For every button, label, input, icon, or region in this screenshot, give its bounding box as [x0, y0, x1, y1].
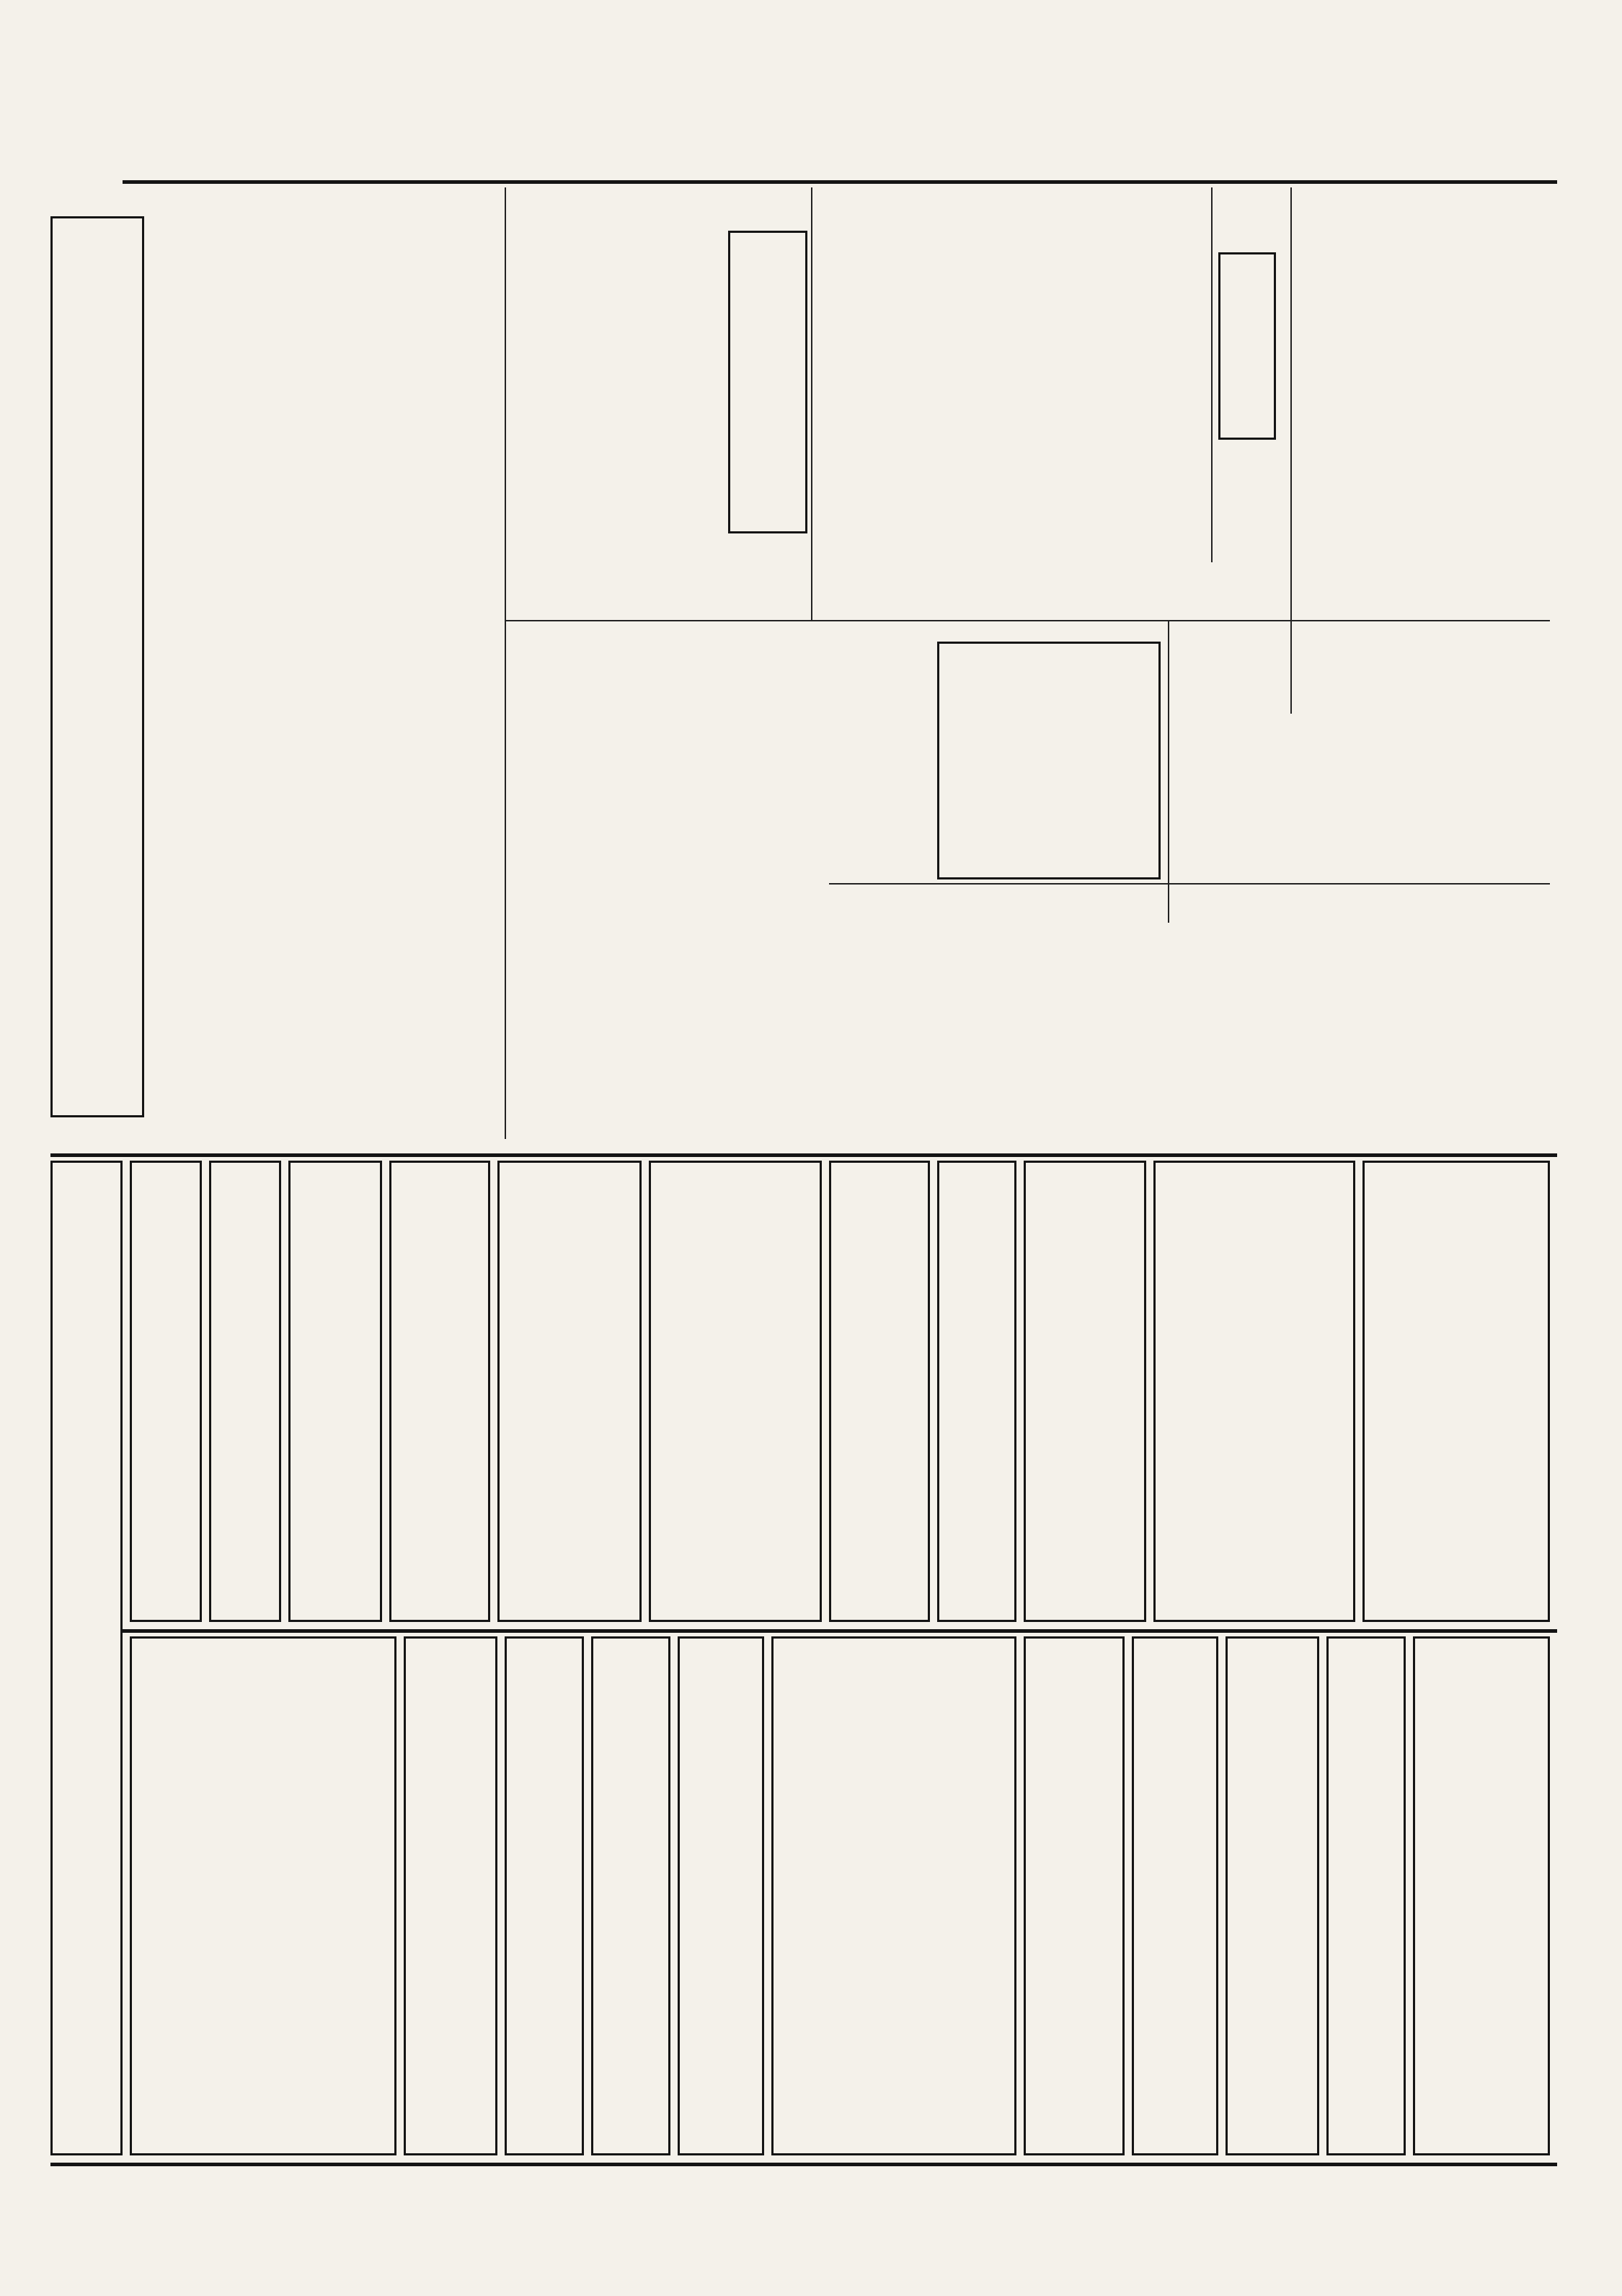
bookstore-box — [505, 1636, 584, 2155]
supplement-number — [1308, 393, 1337, 537]
ferry-name — [1487, 1653, 1545, 1840]
pills-box — [209, 1161, 281, 1622]
steamer-box — [1362, 1161, 1550, 1622]
shipping-sub — [1264, 1192, 1293, 1350]
clinic-doctor-box — [130, 1636, 396, 2155]
opera-name — [1076, 1682, 1124, 1898]
tea-name-2 — [1076, 1927, 1120, 2143]
clinic-specialty — [276, 1711, 319, 2086]
ferry-ad — [1372, 1177, 1415, 1610]
medicine2-name — [701, 1682, 752, 1970]
bookstore-name — [521, 1667, 579, 2100]
soap-name — [149, 1177, 200, 1538]
hero-body-2 — [519, 634, 923, 872]
ferry-box — [1413, 1636, 1550, 2155]
changsha-box — [1226, 1636, 1319, 2155]
war-life-body-2 — [1182, 923, 1535, 1132]
ferry-sub — [1430, 1725, 1480, 1884]
opera-box — [1024, 1636, 1125, 2155]
steamer-heading — [1480, 1170, 1545, 1357]
cigarette-box — [497, 1161, 642, 1622]
character-essay-title-box — [728, 231, 807, 533]
essay-eight-body — [815, 195, 1182, 497]
guilin-box — [1132, 1636, 1218, 2155]
printing-name — [337, 1177, 380, 1610]
dyeing-name — [295, 1177, 335, 1393]
cigarette-name — [514, 1177, 637, 1610]
medicine3-box — [591, 1636, 670, 2155]
header-rule — [123, 180, 1557, 184]
hospital-box — [937, 1161, 1016, 1622]
printing-box — [288, 1161, 382, 1622]
knitting-box — [829, 1161, 930, 1622]
finance-notice — [74, 283, 125, 1112]
steamer-line — [1422, 1228, 1480, 1516]
divider-2 — [811, 187, 812, 620]
war-life-body — [1377, 562, 1535, 901]
shipping-label — [1033, 1408, 1069, 1610]
essay-eight-title-box — [1218, 252, 1276, 440]
medicine-box — [678, 1636, 764, 2155]
divider-3 — [505, 187, 506, 1139]
fertilizer-box — [50, 1161, 123, 2155]
hero-body — [519, 887, 822, 1132]
poem-body — [947, 658, 1083, 867]
changsha-name-2 — [1232, 1826, 1275, 2143]
textile-box — [649, 1161, 822, 1622]
route-box — [1024, 1161, 1146, 1622]
tianjin-box — [1326, 1636, 1406, 2155]
hospital-sub — [939, 1177, 968, 1610]
theater-box — [771, 1636, 1016, 2155]
clinic-notes — [139, 1646, 269, 2150]
divider-1 — [1211, 187, 1213, 562]
new-woman-body-3 — [151, 620, 505, 836]
shipping-box — [1153, 1161, 1355, 1622]
shipping-route — [1069, 1177, 1141, 1393]
tea-name — [1137, 1653, 1177, 1869]
new-woman-body-2 — [151, 375, 425, 606]
new-woman-body-4 — [151, 865, 505, 1096]
guanghua-name — [442, 1177, 488, 1393]
clinic-doctor — [334, 1682, 384, 2057]
ad-band-top-rule — [50, 1153, 1557, 1157]
supplement-title — [1355, 216, 1528, 533]
war-life-body-3 — [908, 923, 1175, 1132]
soap-box — [130, 1161, 202, 1622]
steamer-line-label — [1487, 1869, 1538, 2143]
guilin-name — [1177, 1653, 1218, 1912]
hospital-name — [968, 1177, 1011, 1379]
clinic-box — [404, 1636, 497, 2155]
tianjin-name-2 — [1331, 1855, 1368, 2143]
poem-box — [937, 642, 1161, 879]
textile-name — [737, 1206, 788, 1494]
changsha-name — [1275, 1653, 1319, 1869]
character-essay-body — [505, 195, 721, 598]
dye-factory-name — [396, 1336, 439, 1610]
medicine3-name — [608, 1667, 665, 2100]
divider-4 — [1168, 620, 1169, 923]
fertilizer-name — [68, 1177, 119, 1682]
masthead-divider — [1290, 187, 1292, 714]
divider-h2 — [829, 883, 1550, 885]
divider-h1 — [505, 620, 1550, 621]
left-strip — [50, 216, 144, 1117]
pills-name — [240, 1177, 280, 1610]
clinic-name — [427, 1783, 485, 2071]
opera-sub — [1030, 1855, 1073, 2143]
knitting-name — [882, 1177, 928, 1610]
shipping-head — [1300, 1177, 1350, 1422]
pills-sub — [216, 1192, 240, 1595]
new-woman-body — [159, 195, 497, 368]
guanghua-box — [389, 1161, 490, 1622]
steamer-route-label — [1199, 1177, 1257, 1610]
lower-band-rule — [123, 1629, 1557, 1633]
page-bottom-rule — [50, 2163, 1557, 2166]
textile-sub — [673, 1343, 723, 1588]
pharmacy-name — [836, 1206, 879, 1494]
tianjin-name — [1365, 1653, 1405, 1898]
